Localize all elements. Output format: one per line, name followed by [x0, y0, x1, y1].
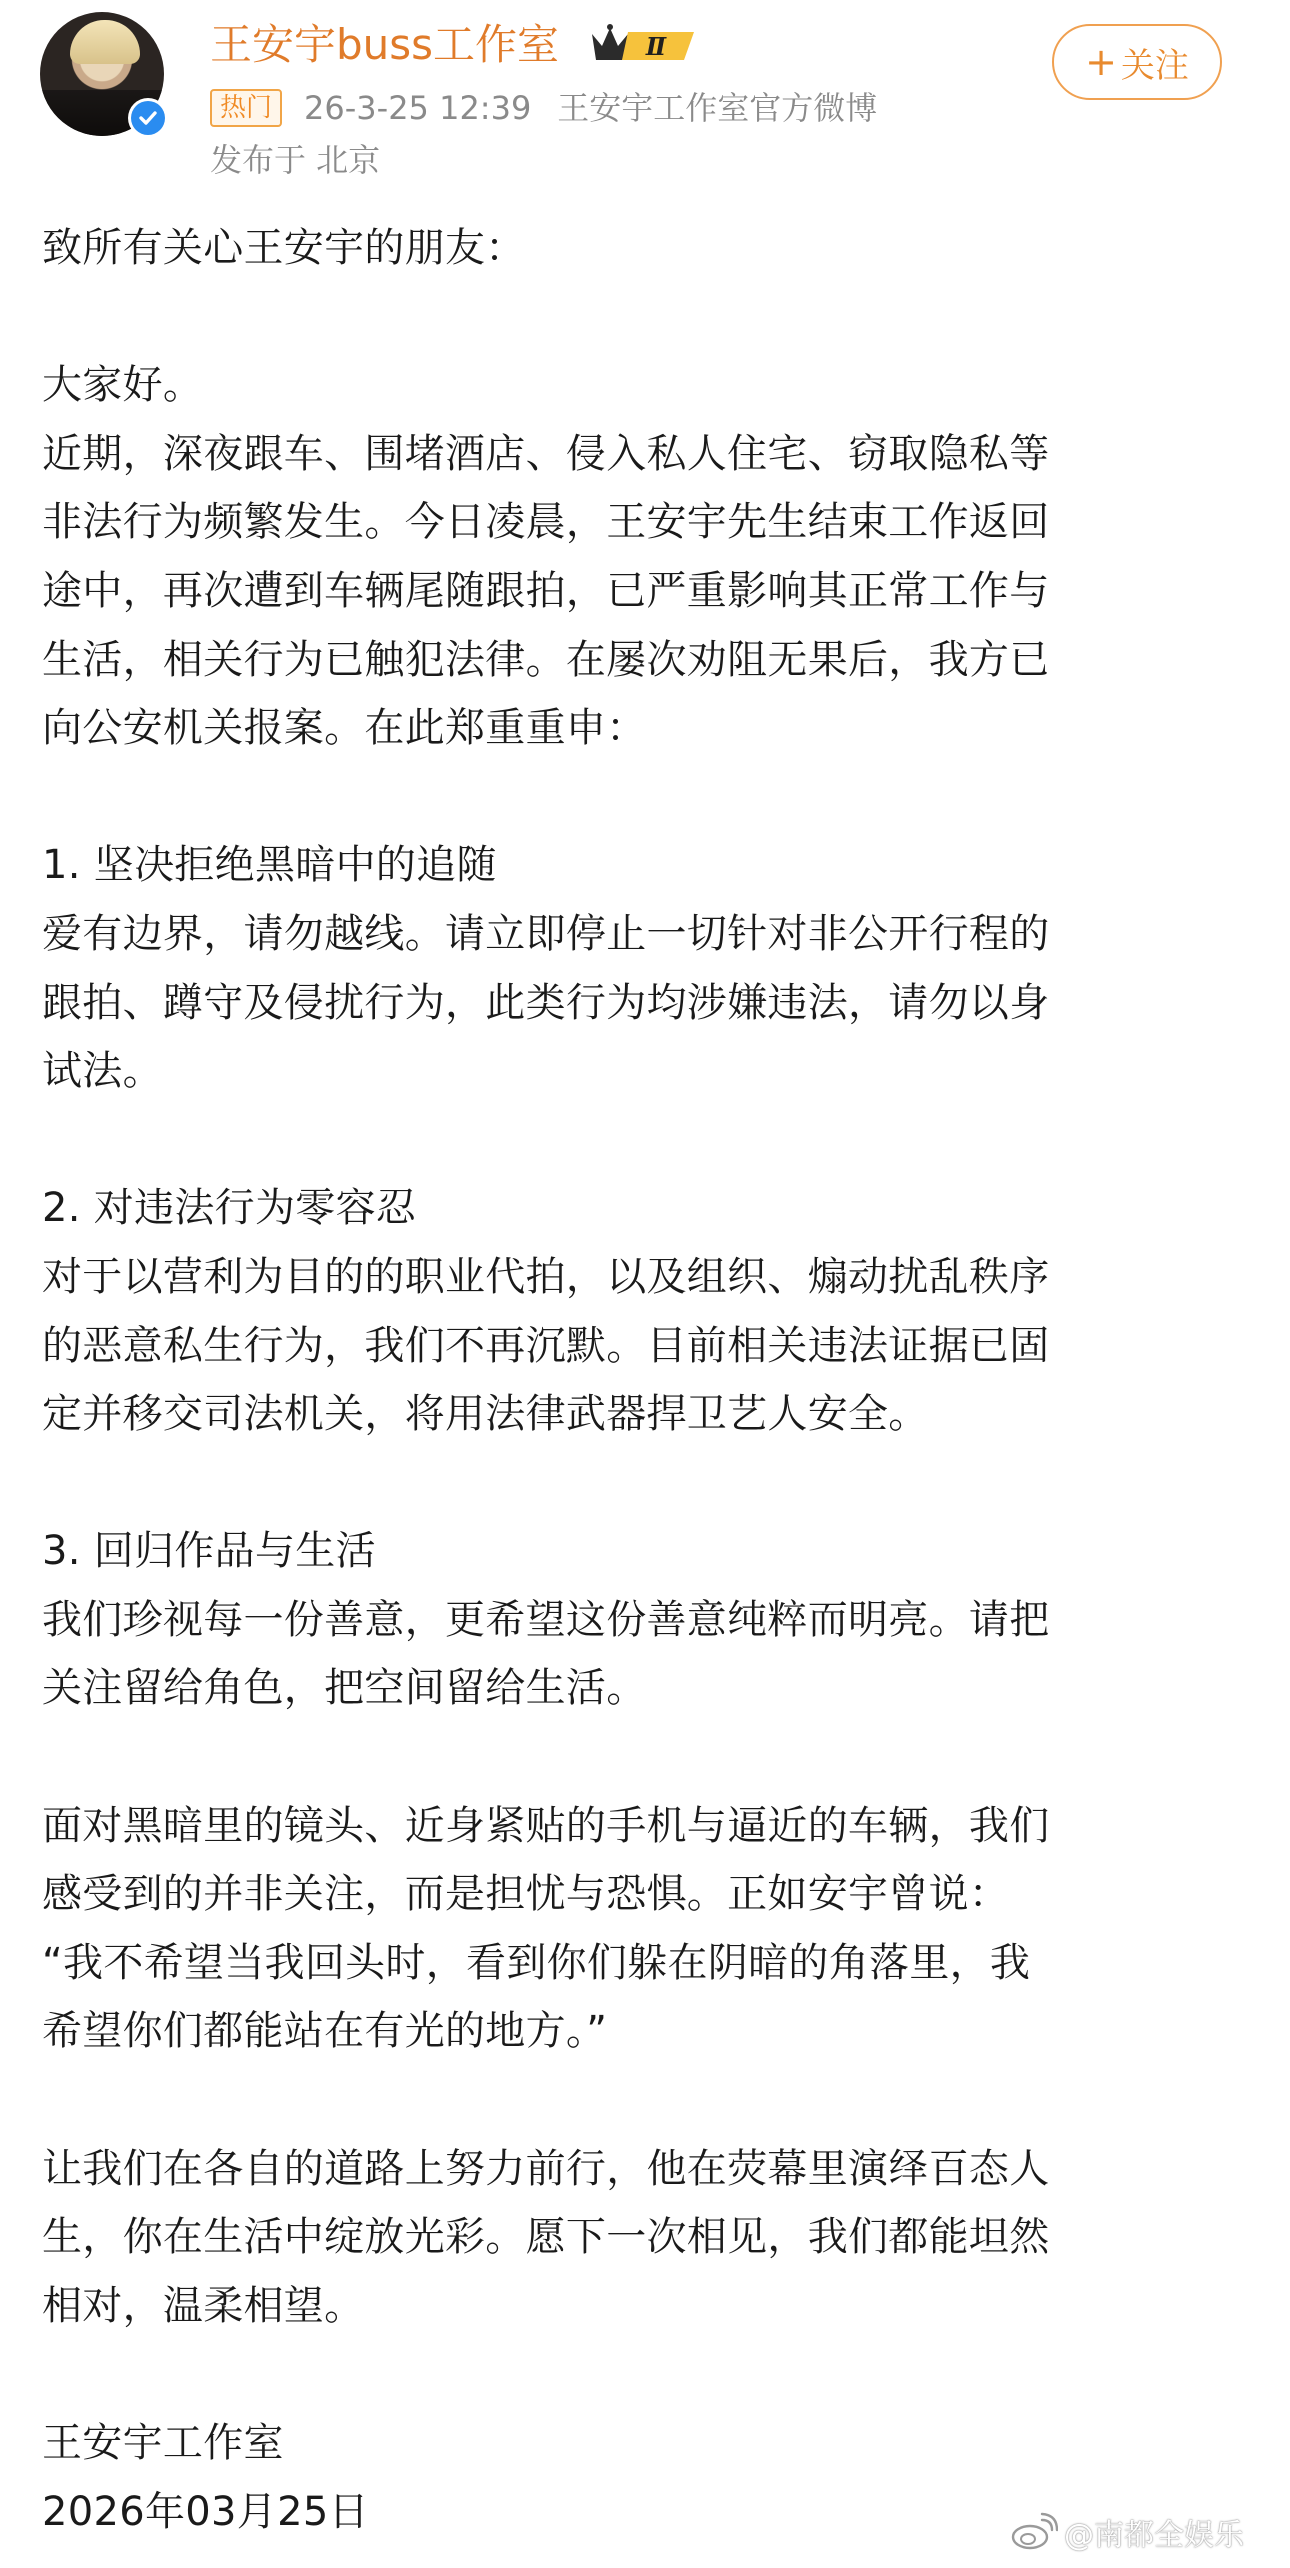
- paragraph-line: “我不希望当我回头时，看到你们躲在阴暗的角落里，我: [42, 1939, 1031, 1986]
- hot-badge: 热门: [210, 89, 282, 127]
- intro-line: 途中，再次遭到车辆尾随跟拍，已严重影响其正常工作与: [42, 567, 1050, 614]
- closing-line: 相对，温柔相望。: [42, 2282, 365, 2329]
- follow-label: 关注: [1120, 45, 1189, 86]
- closing-line: 生，你在生活中绽放光彩。愿下一次相见，我们都能坦然: [42, 2214, 1050, 2261]
- post-datetime: 26-3-25 12:39: [304, 89, 532, 127]
- paragraph-line: 希望你们都能站在有光的地方。”: [42, 2008, 608, 2055]
- verified-badge-icon: [128, 98, 168, 138]
- post-header: [0, 0, 1290, 190]
- member-level-text: Ⅱ: [645, 32, 667, 61]
- point2-title: 2. 对违法行为零容忍: [42, 1185, 417, 1232]
- post-meta: [210, 86, 877, 130]
- signature-date: 2026年03月25日: [42, 2488, 369, 2535]
- point1-line: 跟拍、蹲守及侵扰行为，此类行为均涉嫌违法，请勿以身: [42, 979, 1050, 1026]
- weibo-logo-icon: [1010, 2512, 1058, 2552]
- point2-line: 定并移交司法机关，将用法律武器捍卫艺人安全。: [42, 1391, 929, 1438]
- point1-line: 试法。: [42, 1048, 163, 1095]
- plus-icon: +: [1085, 40, 1117, 84]
- intro-line: 非法行为频繁发生。今日凌晨，王安宇先生结束工作返回: [42, 499, 1050, 546]
- closing-line: 让我们在各自的道路上努力前行，他在荧幕里演绎百态人: [42, 2145, 1050, 2192]
- point2-line: 的恶意私生行为，我们不再沉默。目前相关违法证据已固: [42, 1322, 1050, 1369]
- intro-line: 近期，深夜跟车、围堵酒店、侵入私人住宅、窃取隐私等: [42, 430, 1050, 477]
- intro-line: 生活，相关行为已触犯法律。在屡次劝阻无果后，我方已: [42, 636, 1050, 683]
- signature: 王安宇工作室: [42, 2420, 284, 2466]
- point1-line: 爱有边界，请勿越线。请立即停止一切针对非公开行程的: [42, 910, 1050, 957]
- watermark: [1010, 2510, 1244, 2554]
- point2-line: 对于以营利为目的的职业代拍，以及组织、煽动扰乱秩序: [42, 1253, 1050, 1300]
- follow-button[interactable]: [1052, 24, 1222, 100]
- post-body: [42, 214, 1262, 2546]
- greeting-line: 致所有关心王安宇的朋友：: [42, 225, 526, 271]
- point3-title: 3. 回归作品与生活: [42, 1528, 376, 1575]
- crown-member-icon[interactable]: [588, 20, 698, 68]
- point3-line: 关注留给角色，把空间留给生活。: [42, 1665, 647, 1712]
- hello-line: 大家好。: [42, 362, 204, 409]
- account-name[interactable]: 王安宇buss工作室: [210, 20, 560, 69]
- point1-title: 1. 坚决拒绝黑暗中的追随: [42, 842, 497, 889]
- paragraph-line: 感受到的并非关注，而是担忧与恐惧。正如安宇曾说：: [42, 1871, 1010, 1918]
- avatar[interactable]: [40, 12, 168, 140]
- intro-line: 向公安机关报案。在此郑重重申：: [42, 705, 647, 752]
- paragraph-line: 面对黑暗里的镜头、近身紧贴的手机与逼近的车辆，我们: [42, 1802, 1050, 1849]
- post-location: 发布于 北京: [210, 141, 381, 179]
- post-source[interactable]: 王安宇工作室官方微博: [557, 89, 878, 127]
- point3-line: 我们珍视每一份善意，更希望这份善意纯粹而明亮。请把: [42, 1596, 1050, 1643]
- watermark-text: @南都全娱乐: [1064, 2518, 1244, 2553]
